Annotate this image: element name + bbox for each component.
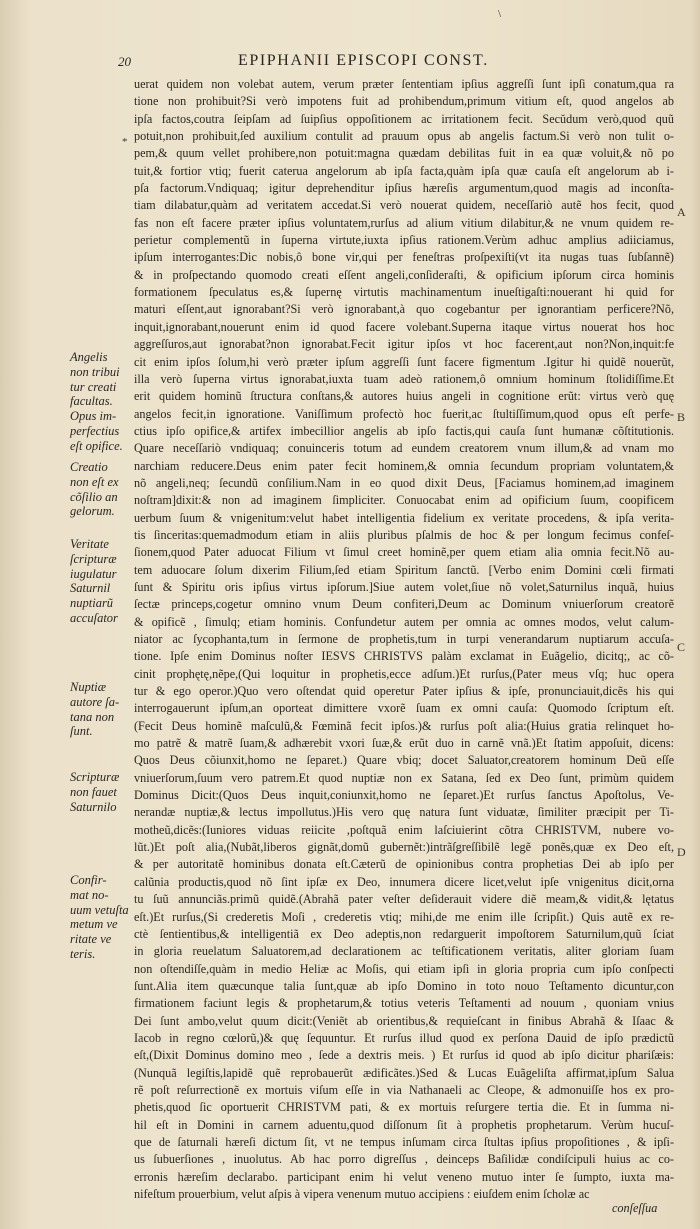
text-line: niator ac ſycophanta,tum in ſermone de prophetis,tum in turpi venerandarum nuptiarum accuſa- — [134, 632, 674, 646]
margin-note-line: autore ſa- — [70, 694, 120, 709]
text-line: Quos Deus cõiunxit,homo ne ſeparet.) Quare vbiq; docet Saluator,creatorem hominum Deũ eſſe — [134, 753, 674, 768]
section-letter: C — [677, 640, 686, 654]
section-letter: B — [677, 410, 686, 424]
margin-note-line: cõſilio an — [70, 489, 118, 504]
text-line: tem aduocare ſolum dixerim Filium,ſed etiam Spiritum ſanctũ. [Verbo enim Domini cœli firmati — [134, 562, 674, 577]
margin-note — [70, 350, 136, 454]
margin-note-line: Opus im- — [70, 409, 117, 424]
text-line: in gloria reuelatum Saluatorem,ad declarationem ac teſtificationem veritatis, aliter gloriam ſuam — [134, 944, 674, 959]
text-line: eſt,(Dixit Dominus domino meo , ſede a dextris meis. ) Et rurſus id quod ab ipſo dicitur phariſæis: — [134, 1048, 674, 1063]
margin-note — [70, 460, 136, 519]
text-line: narchiam reducere.Deus enim pater fecit hominem,& omnia ſecundum propriam voluntatem,& — [134, 458, 674, 473]
text-line: cinit prophętę,nẽpe,(Qui loquitur in prophetis,ecce adſum.)Et rurſus,(Pater meus vſq; huc opera — [134, 666, 674, 681]
text-line: ctius ipſo opifice,& artifex imbecillior angelis ab ipſo factis,qui cauſa ſunt humanæ cõſtitutionis. — [134, 423, 674, 438]
margin-note — [70, 770, 136, 814]
text-line: ſunt.Alia item quæcunque talia ſunt,quæ ab ipſo Domino in toto nouo Teſtamento dicuntur,con — [134, 978, 674, 993]
text-line: fas non eſt facere præter ipſius voluntatem,rurſus ad alium vitium dilabitur,& ne vnum quidem re- — [134, 215, 674, 230]
margin-note — [70, 873, 136, 962]
text-line: pſa factorum.Vndiquaq; igitur deprehenditur ipſius hæreſis argumentum,quod magis ad inconſta- — [134, 181, 674, 196]
margin-note-line: gelorum. — [70, 504, 115, 519]
text-line: & per autoritatẽ hominibus donata eſt.Cæterũ de opinionibus contra prophetias Dei ab ipſo per — [134, 857, 674, 872]
text-line: cit enim ipſos ſolum,hi verò præter ipſum aggreſſi ſunt facere figmentum .Igitur hi quidẽ nouerũt, — [134, 354, 674, 369]
text-line: non oſtendiſſe,quàm in medio Heliæ ac Moſis, qui etiam ipſi in gloria propria cum ipſo conſpecti — [134, 961, 674, 976]
margin-note-line: Saturnil — [70, 581, 111, 596]
text-line: phetis,quod ſic oportuerit CHRISTVM pati, & ex mortuis reſurgere tertia die. Et in ſumma ni- — [134, 1100, 674, 1115]
text-line: inquit,ignorabant,nouerunt enim id quod facere volebant.Superna itaque virtus nouerat hos hoc — [134, 319, 674, 334]
text-line: erit quidem hominũ ſtructura conſtans,& autores huius angeli in cognitione erũt: virtus verò quę — [134, 389, 674, 404]
text-line: potuit,non prohibuit,ſed auxilium contulit ad prauum opus ab angelis factum.Si verò non tulit o- — [134, 129, 674, 144]
text-line: Quare neceſſariò vndiquaq; conuinceris totum ad eundem creatorem vnum illum,& ad vnam mo — [134, 441, 674, 456]
text-line: hil eſt in Domini in carnem aduentu,quod diſſonum ſit à prophetis prophetarum. Verùm hucuſ- — [134, 1117, 674, 1132]
margin-note — [70, 537, 136, 626]
margin-note-line: metum ve — [70, 917, 118, 932]
text-line: que de ſaturnali hæreſi dictum ſit, vt ne tempus inſumam circa ſtultas ipſius propoſitiones , & ipſi- — [134, 1134, 674, 1149]
text-line: ipſa factos,coutra ſeipſam ad ſuipſius oppoſitionem ac irritationem fecit. Secŭdum verò,quod quũ — [134, 111, 674, 126]
margin-note-line: facultas. — [70, 394, 113, 409]
text-line: tione non prohibuit?Si verò impotens fuit ad prohibendum,primum vitium eſt, quod angelos ab — [134, 94, 674, 109]
text-line: tiam dilabatur,quàm ad veritatem accedat.Si verò nouerat quidem, neceſſariò autẽ hos fecit, quod — [134, 198, 674, 213]
text-line: erronis hæreſim declarabo. participant enim hi velut veneno mutuo inter ſe ſumpto, iuxta ma- — [134, 1169, 674, 1184]
text-line: noſtram]dixit:& non ad imaginem ſimpliciter. Conuocabat enim ad opificium ſuum, coopificem — [134, 493, 674, 508]
text-line: & in proſpectando quomodo creati eſſent angeli,conſideraſti, & opificium ipſorum circa hominis — [134, 267, 674, 282]
text-line: vniuerſorum,ſuum vero patrem.Et quod nuptiæ non ex Satana, ſed ex Deo ſunt, primùm quidem — [134, 770, 674, 785]
section-letter: A — [677, 205, 686, 219]
text-line: illa verò ſuperna virtus ignorabat,iuxta tuam adeò rationem,ô omnium hominum ſtolidiſſime.Et — [134, 371, 674, 386]
text-line: mo patrẽ & matrẽ ſuam,& adhærebit vxori ſuæ,& erũt duo in carnẽ vnã.)Et ſtatim appoſuit, dicens: — [134, 736, 674, 751]
text-line: ipſum interrogantes:Dic nobis,ô bone vir,qui per feneſtras proſpexiſti(vt ita nugas tuas ſubſannẽ) — [134, 250, 674, 265]
tick-mark-icon: \ — [498, 8, 502, 20]
text-line: Dei ſunt ambo,velut quum dicit:(Veniẽt ab orientibus,& requieſcant in finibus Abrahã & Iſaac & — [134, 1013, 674, 1028]
text-line: motheũ,dicẽs:(Iuniores viduas reiicite ,poſtquã enim laſciuierint cõtra CHRISTVM, nubere vo- — [134, 822, 674, 837]
margin-note-line: uum vetuſta — [70, 902, 129, 917]
margin-note — [70, 680, 136, 739]
text-line: angelos fecit,in ignoratione. Vaniſſimum profectò hoc fuerit,ac ſtultiſſimum,quod opus eſt perfe- — [134, 406, 674, 421]
margin-note-line: eſt opifice. — [70, 438, 123, 453]
margin-note-line: accuſator — [70, 610, 118, 625]
margin-note-line: Creatio — [70, 460, 108, 474]
text-line: maturi eſſent,aut ignorabant?Si verò ignorabant,à quo cogebantur per ignorantiam perficere?Nõ, — [134, 302, 674, 317]
text-line: interrogauerunt ipſum,an oporteat dimittere vxorẽ ſuam ex omni cauſa: Quomodo ſcriptum eſt. — [134, 701, 674, 716]
text-line: ctè ſentientibus,& intelligentiã ex Deo adeptis,non redarguerit impoſtorem Saturnilum,quũ ſciat — [134, 926, 674, 941]
text-line: lũt.)Et poſt alia,(Nubãt,liberos gignãt,domũ gubernẽt:)intrãſgreſſibilẽ legẽ ponẽs,quæ ex Deo eſt, — [134, 840, 674, 855]
margin-note-line: iugulatur — [70, 566, 117, 581]
margin-note-line: teris. — [70, 946, 96, 961]
text-line: uerbum ſuum & vnigenitum:velut habet intelligentia fidelium ex veritate procedens, & ipſa verita- — [134, 510, 674, 525]
margin-note-line: ſunt. — [70, 724, 93, 739]
asterisk-mark-icon: * — [122, 136, 128, 148]
margin-note-line: non tribui — [70, 364, 120, 379]
text-line: firmationem faciunt legis & prophetarum,& totius veteris Teſtamenti ad nouum , quoniam vnius — [134, 996, 674, 1011]
text-line: tur & ego operor.)Quo vero oſtendat quid operetur Pater ipſius & ipſe, pronunciauit,dicẽs his qui — [134, 684, 674, 699]
text-line: aggreſſuros,aut ignorabat?non ignorabat.Fecit igitur ipſos vt hoc facerent,aut non?Non,inquit:fe — [134, 337, 674, 352]
text-line: nerandæ nuptiæ,& lectus impollutus.)His vero quę natura ſunt viduatæ, ſimiliter præcipit per Ti- — [134, 805, 674, 820]
text-line: nõ angeli,neq; ſecundũ conſilium.Nam in eo quod dixit Deus, [Faciamus hominem,ad imaginem — [134, 475, 674, 490]
body-text — [134, 76, 674, 1203]
margin-note-line: non fauet — [70, 784, 117, 799]
margin-note-line: tur creati — [70, 379, 117, 394]
margin-note-line: mat no- — [70, 887, 109, 902]
text-line: tis ſinceritas:quemadmodum etiam in aliis pluribus pſalmis de hoc & per longum fecimus confeſ- — [134, 527, 674, 542]
text-line: us ſubuerſiones , inuolutus. Ab hac porro digreſſus , deinceps Baſilidæ condiſcipuli huius ac co- — [134, 1152, 674, 1167]
text-line: formationem ſpeculatus es,& ſupernę virtutis machinamentum inueſtigaſti:nouerant hi quid for — [134, 285, 674, 300]
margin-note-line: nuptiarũ — [70, 596, 114, 611]
page-number: 20 — [118, 54, 131, 69]
text-line: & opificẽ , ſimulq; etiam hominis. Confundetur autem per omnia ac omnes modos, velut calum- — [134, 614, 674, 629]
text-line: tu ſuũ annunciãs.primũ quidẽ.(Abrahã pater veſter deſiderauit videre diẽ meam,& vidit,& lętatus — [134, 892, 674, 907]
text-line: ſionem,quod Pater aduocat Filium vt ſimul creet hominẽ,per quem etiam alia omnia fecit.Nõ au- — [134, 545, 674, 560]
text-line: pem,& quum vellet prohibere,non potuit:magna quædam debilitas fuit in ea quæ voluit,& nõ po — [134, 146, 674, 161]
text-line: tione. Ipſe enim Dominus noſter IESVS CHRISTVS palàm exclamat in Euãgelio, dicitq;, ac cõ- — [134, 649, 674, 664]
text-line: rẽ poſt reſurrectionẽ ex mortuis viſum eſſe in via Nathanaeli ac Cleope, & admonuiſſe hos ex pro- — [134, 1082, 674, 1097]
margin-note-line: Confir- — [70, 873, 107, 887]
margin-note-line: Nuptiæ — [70, 680, 107, 694]
text-line: uerat quidem non volebat autem, verum præter ſententiam ipſius aggreſſi ſunt ipſi conatum,qua ra — [134, 77, 674, 91]
margin-note-line: ſcripturæ — [70, 551, 117, 566]
text-line: eſt.)Et rurſus,(Si crederetis Moſi , crederetis vtiq; mihi,de me enim ille ſcripſit.) Quis autẽ ex re- — [134, 909, 674, 924]
text-line: calũnia productis,quod nõ ſint ipſæ ex Deo, innumera dicere licet,velut ipſe vnigenitus dicit,orna — [134, 874, 674, 889]
text-line: nifeſtum prouerbium, velut aſpis à vipera venenum mutuo accipiens : eiuſdem enim ſcholæ ac — [134, 1187, 590, 1201]
section-letter: D — [677, 845, 686, 859]
text-line: Iacob in regno cœlorũ,)& quę ſequuntur. Et rurſus illud quod ex perſona Dauid de ipſo prædictũ — [134, 1030, 674, 1045]
text-line: ſunt & Spiritu oris ipſius virtus ipſorum.]Siue autem volet,ſiue nõ volet,Saturnilus inquã, huius — [134, 579, 674, 594]
margin-note-line: perfectius — [70, 423, 120, 438]
margin-note-line: Scripturæ — [70, 770, 120, 784]
running-head: EPIPHANII EPISCOPI CONST. — [238, 52, 489, 69]
margin-note-line: Angelis — [70, 350, 108, 364]
text-line: tuit,& fortior vtiq; fuerit caterua angelorum ab ipſa facta,quàm ipſa quæ cauſa eſt angelorum ab i- — [134, 163, 674, 178]
page-header — [118, 54, 678, 76]
margin-note-line: Saturnilo — [70, 799, 117, 814]
margin-note-line: tana non — [70, 709, 115, 724]
catchword: conſeſſua — [612, 1201, 658, 1215]
margin-note-line: ritate ve — [70, 932, 112, 947]
margin-note-line: Veritate — [70, 537, 109, 551]
text-line: ſectæ princeps,cogetur omnino vnum Deum confiteri,Deum ac Dominum vniuerſorum creatorẽ — [134, 597, 674, 612]
text-line: perietur complementũ in ſuperna virtute,iuxta ipſius rationem.Verùm adhuc amplius adiiciamus, — [134, 233, 674, 248]
text-line: (Nunquã legiſtis,lapidẽ quẽ reprobauerũt ædificãtes.)Sed & Lucas Euãgeliſta affirmat,ipſum Salua — [134, 1065, 674, 1080]
text-line: (Fecit Deus hominẽ maſculũ,& Fœminã fecit ipſos.)& rurſus poſt alia:(Huius gratia relinquet ho- — [134, 718, 674, 733]
margin-note-line: non eſt ex — [70, 474, 119, 489]
text-line: Dominus Dicit:(Quos Deus inquit,coniunxit,homo ne ſeparet.)Et rurſus ſanctus Apoſtolus, Ve- — [134, 788, 674, 803]
